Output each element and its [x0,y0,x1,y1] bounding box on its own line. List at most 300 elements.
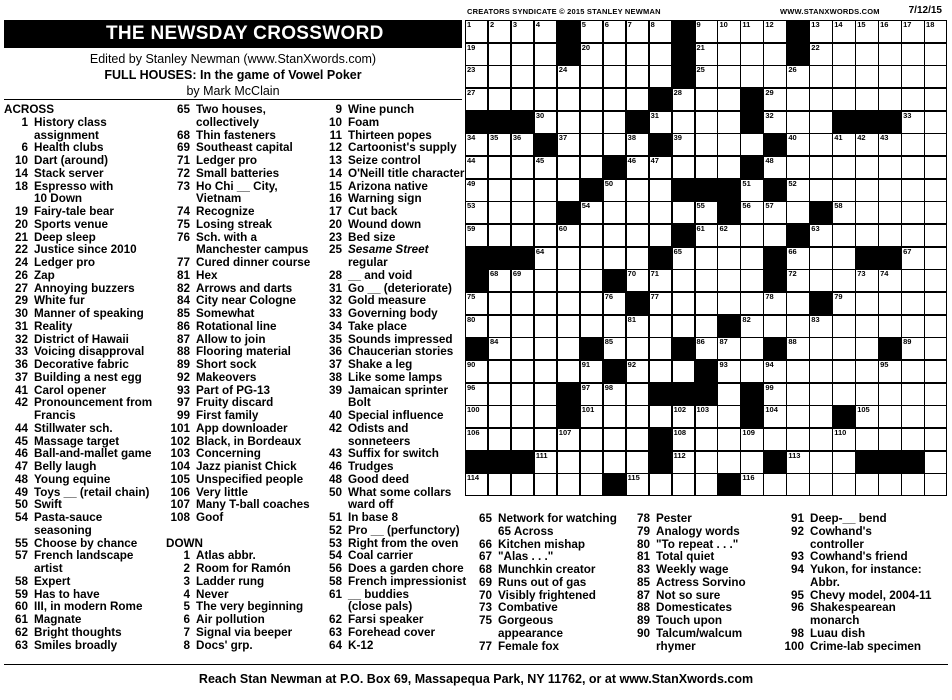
grid-cell[interactable] [534,20,557,43]
grid-cell[interactable] [465,383,488,406]
grid-cell[interactable] [695,337,718,360]
grid-cell[interactable] [786,133,809,156]
grid-cell[interactable] [626,179,649,202]
grid-cell[interactable] [786,405,809,428]
grid-cell[interactable] [717,88,740,111]
grid-cell[interactable] [580,111,603,134]
grid-cell[interactable] [878,360,901,383]
grid-cell[interactable] [580,43,603,66]
grid-cell[interactable] [717,269,740,292]
grid-cell[interactable] [740,292,763,315]
grid-cell[interactable] [832,156,855,179]
grid-cell[interactable] [557,451,580,474]
grid-cell[interactable] [763,111,786,134]
grid-cell[interactable] [626,156,649,179]
grid-cell[interactable] [649,360,672,383]
grid-cell[interactable] [580,201,603,224]
grid-cell[interactable] [672,201,695,224]
grid-cell[interactable] [534,360,557,383]
grid-cell[interactable] [924,133,947,156]
grid-cell[interactable] [672,156,695,179]
grid-cell[interactable] [740,451,763,474]
grid-cell[interactable] [603,428,626,451]
grid-cell[interactable] [695,133,718,156]
grid-cell[interactable] [901,337,924,360]
grid-cell[interactable] [557,337,580,360]
grid-cell[interactable] [763,428,786,451]
grid-cell[interactable] [855,201,878,224]
grid-cell[interactable] [695,111,718,134]
grid-cell[interactable] [626,383,649,406]
grid-cell[interactable] [465,224,488,247]
grid-cell[interactable] [649,269,672,292]
grid-cell[interactable] [557,179,580,202]
grid-cell[interactable] [580,20,603,43]
grid-cell[interactable] [855,88,878,111]
grid-cell[interactable] [924,179,947,202]
grid-cell[interactable] [557,88,580,111]
grid-cell[interactable] [465,292,488,315]
grid-cell[interactable] [603,451,626,474]
grid-cell[interactable] [809,65,832,88]
grid-cell[interactable] [878,315,901,338]
grid-cell[interactable] [832,179,855,202]
grid-cell[interactable] [649,292,672,315]
grid-cell[interactable] [855,224,878,247]
grid-cell[interactable] [786,428,809,451]
grid-cell[interactable] [557,269,580,292]
grid-cell[interactable] [717,360,740,383]
grid-cell[interactable] [488,360,511,383]
grid-cell[interactable] [488,179,511,202]
grid-cell[interactable] [878,428,901,451]
grid-cell[interactable] [832,20,855,43]
grid-cell[interactable] [740,43,763,66]
grid-cell[interactable] [855,269,878,292]
grid-cell[interactable] [626,133,649,156]
grid-cell[interactable] [465,428,488,451]
grid-cell[interactable] [580,156,603,179]
grid-cell[interactable] [901,247,924,270]
grid-cell[interactable] [924,43,947,66]
grid-cell[interactable] [717,383,740,406]
grid-cell[interactable] [763,43,786,66]
grid-cell[interactable] [786,201,809,224]
grid-cell[interactable] [786,360,809,383]
grid-cell[interactable] [786,383,809,406]
grid-cell[interactable] [649,43,672,66]
grid-cell[interactable] [603,111,626,134]
grid-cell[interactable] [534,405,557,428]
grid-cell[interactable] [534,43,557,66]
grid-cell[interactable] [832,43,855,66]
grid-cell[interactable] [603,383,626,406]
grid-cell[interactable] [695,405,718,428]
grid-cell[interactable] [717,451,740,474]
grid-cell[interactable] [580,383,603,406]
grid-cell[interactable] [832,224,855,247]
grid-cell[interactable] [832,428,855,451]
grid-cell[interactable] [878,43,901,66]
grid-cell[interactable] [603,292,626,315]
grid-cell[interactable] [557,224,580,247]
grid-cell[interactable] [465,65,488,88]
grid-cell[interactable] [672,451,695,474]
grid-cell[interactable] [626,247,649,270]
grid-cell[interactable] [832,473,855,496]
grid-cell[interactable] [603,224,626,247]
grid-cell[interactable] [649,179,672,202]
grid-cell[interactable] [511,292,534,315]
grid-cell[interactable] [511,428,534,451]
grid-cell[interactable] [786,269,809,292]
grid-cell[interactable] [672,269,695,292]
grid-cell[interactable] [763,20,786,43]
grid-cell[interactable] [465,360,488,383]
grid-cell[interactable] [649,405,672,428]
grid-cell[interactable] [603,43,626,66]
grid-cell[interactable] [924,405,947,428]
grid-cell[interactable] [488,88,511,111]
grid-cell[interactable] [649,65,672,88]
grid-cell[interactable] [695,43,718,66]
grid-cell[interactable] [488,201,511,224]
grid-cell[interactable] [465,43,488,66]
grid-cell[interactable] [809,428,832,451]
grid-cell[interactable] [832,133,855,156]
grid-cell[interactable] [924,473,947,496]
grid-cell[interactable] [901,88,924,111]
grid-cell[interactable] [603,337,626,360]
grid-cell[interactable] [809,269,832,292]
grid-cell[interactable] [672,133,695,156]
grid-cell[interactable] [672,405,695,428]
grid-cell[interactable] [649,337,672,360]
grid-cell[interactable] [603,179,626,202]
grid-cell[interactable] [511,179,534,202]
grid-cell[interactable] [717,156,740,179]
grid-cell[interactable] [809,383,832,406]
grid-cell[interactable] [511,88,534,111]
grid-cell[interactable] [901,133,924,156]
grid-cell[interactable] [740,133,763,156]
grid-cell[interactable] [695,224,718,247]
grid-cell[interactable] [763,224,786,247]
grid-cell[interactable] [465,405,488,428]
grid-cell[interactable] [832,88,855,111]
grid-cell[interactable] [809,247,832,270]
grid-cell[interactable] [786,451,809,474]
grid-cell[interactable] [855,383,878,406]
grid-cell[interactable] [832,337,855,360]
grid-cell[interactable] [534,111,557,134]
grid-cell[interactable] [740,65,763,88]
grid-cell[interactable] [740,201,763,224]
grid-cell[interactable] [717,428,740,451]
grid-cell[interactable] [878,201,901,224]
grid-cell[interactable] [603,405,626,428]
grid-cell[interactable] [786,337,809,360]
grid-cell[interactable] [786,292,809,315]
grid-cell[interactable] [511,201,534,224]
grid-cell[interactable] [465,20,488,43]
grid-cell[interactable] [878,224,901,247]
grid-cell[interactable] [924,337,947,360]
grid-cell[interactable] [488,428,511,451]
grid-cell[interactable] [901,315,924,338]
grid-cell[interactable] [626,451,649,474]
grid-cell[interactable] [809,224,832,247]
grid-cell[interactable] [763,360,786,383]
grid-cell[interactable] [626,337,649,360]
grid-cell[interactable] [878,473,901,496]
grid-cell[interactable] [626,473,649,496]
grid-cell[interactable] [580,360,603,383]
grid-cell[interactable] [511,133,534,156]
grid-cell[interactable] [832,292,855,315]
grid-cell[interactable] [878,269,901,292]
grid-cell[interactable] [534,269,557,292]
grid-cell[interactable] [763,88,786,111]
grid-cell[interactable] [649,201,672,224]
grid-cell[interactable] [786,65,809,88]
grid-cell[interactable] [580,405,603,428]
grid-cell[interactable] [878,383,901,406]
grid-cell[interactable] [855,43,878,66]
grid-cell[interactable] [855,156,878,179]
grid-cell[interactable] [763,156,786,179]
grid-cell[interactable] [626,269,649,292]
grid-cell[interactable] [626,65,649,88]
grid-cell[interactable] [580,451,603,474]
grid-cell[interactable] [580,88,603,111]
grid-cell[interactable] [580,65,603,88]
grid-cell[interactable] [672,428,695,451]
grid-cell[interactable] [626,315,649,338]
grid-cell[interactable] [465,473,488,496]
grid-cell[interactable] [695,201,718,224]
grid-cell[interactable] [511,224,534,247]
grid-cell[interactable] [740,360,763,383]
grid-cell[interactable] [672,111,695,134]
grid-cell[interactable] [809,360,832,383]
grid-cell[interactable] [924,451,947,474]
grid-cell[interactable] [924,111,947,134]
grid-cell[interactable] [488,43,511,66]
grid-cell[interactable] [695,269,718,292]
grid-cell[interactable] [626,201,649,224]
grid-cell[interactable] [695,428,718,451]
grid-cell[interactable] [901,20,924,43]
grid-cell[interactable] [672,473,695,496]
grid-cell[interactable] [786,315,809,338]
grid-cell[interactable] [511,473,534,496]
grid-cell[interactable] [809,133,832,156]
grid-cell[interactable] [557,360,580,383]
grid-cell[interactable] [924,201,947,224]
grid-cell[interactable] [786,111,809,134]
grid-cell[interactable] [580,315,603,338]
grid-cell[interactable] [786,473,809,496]
grid-cell[interactable] [740,179,763,202]
grid-cell[interactable] [855,405,878,428]
crossword-grid[interactable] [465,20,947,496]
grid-cell[interactable] [534,337,557,360]
grid-cell[interactable] [901,156,924,179]
grid-cell[interactable] [740,473,763,496]
grid-cell[interactable] [809,315,832,338]
grid-cell[interactable] [465,179,488,202]
grid-cell[interactable] [809,179,832,202]
grid-cell[interactable] [465,133,488,156]
grid-cell[interactable] [488,269,511,292]
grid-cell[interactable] [855,20,878,43]
grid-cell[interactable] [717,292,740,315]
grid-cell[interactable] [557,315,580,338]
grid-cell[interactable] [740,337,763,360]
grid-cell[interactable] [511,156,534,179]
grid-cell[interactable] [603,133,626,156]
grid-cell[interactable] [488,65,511,88]
grid-cell[interactable] [786,88,809,111]
grid-cell[interactable] [649,111,672,134]
grid-cell[interactable] [878,156,901,179]
grid-cell[interactable] [488,224,511,247]
grid-cell[interactable] [878,292,901,315]
grid-cell[interactable] [901,428,924,451]
grid-cell[interactable] [809,451,832,474]
grid-cell[interactable] [901,43,924,66]
grid-cell[interactable] [488,156,511,179]
grid-cell[interactable] [557,133,580,156]
grid-cell[interactable] [878,405,901,428]
grid-cell[interactable] [763,65,786,88]
grid-cell[interactable] [488,337,511,360]
grid-cell[interactable] [672,247,695,270]
grid-cell[interactable] [534,451,557,474]
grid-cell[interactable] [534,383,557,406]
grid-cell[interactable] [695,473,718,496]
grid-cell[interactable] [809,405,832,428]
grid-cell[interactable] [855,360,878,383]
grid-cell[interactable] [740,269,763,292]
grid-cell[interactable] [649,20,672,43]
grid-cell[interactable] [603,88,626,111]
grid-cell[interactable] [855,292,878,315]
grid-cell[interactable] [878,179,901,202]
grid-cell[interactable] [786,156,809,179]
grid-cell[interactable] [809,88,832,111]
grid-cell[interactable] [580,224,603,247]
grid-cell[interactable] [695,20,718,43]
grid-cell[interactable] [832,247,855,270]
grid-cell[interactable] [740,315,763,338]
grid-cell[interactable] [832,360,855,383]
grid-cell[interactable] [695,315,718,338]
grid-cell[interactable] [603,201,626,224]
grid-cell[interactable] [557,247,580,270]
grid-cell[interactable] [832,201,855,224]
grid-cell[interactable] [695,292,718,315]
grid-cell[interactable] [511,269,534,292]
grid-cell[interactable] [534,428,557,451]
grid-cell[interactable] [924,383,947,406]
grid-cell[interactable] [649,156,672,179]
grid-cell[interactable] [580,292,603,315]
grid-cell[interactable] [603,65,626,88]
grid-cell[interactable] [740,247,763,270]
grid-cell[interactable] [488,20,511,43]
grid-cell[interactable] [672,88,695,111]
grid-cell[interactable] [901,473,924,496]
grid-cell[interactable] [488,292,511,315]
grid-cell[interactable] [465,201,488,224]
grid-cell[interactable] [901,224,924,247]
grid-cell[interactable] [626,224,649,247]
grid-cell[interactable] [855,65,878,88]
grid-cell[interactable] [488,133,511,156]
grid-cell[interactable] [695,156,718,179]
grid-cell[interactable] [672,292,695,315]
grid-cell[interactable] [855,337,878,360]
grid-cell[interactable] [580,473,603,496]
grid-cell[interactable] [649,473,672,496]
grid-cell[interactable] [534,224,557,247]
grid-cell[interactable] [534,247,557,270]
grid-cell[interactable] [717,111,740,134]
grid-cell[interactable] [603,20,626,43]
grid-cell[interactable] [832,65,855,88]
grid-cell[interactable] [557,473,580,496]
grid-cell[interactable] [901,360,924,383]
grid-cell[interactable] [855,315,878,338]
grid-cell[interactable] [855,179,878,202]
grid-cell[interactable] [511,383,534,406]
grid-cell[interactable] [924,65,947,88]
grid-cell[interactable] [557,292,580,315]
grid-cell[interactable] [511,337,534,360]
grid-cell[interactable] [695,65,718,88]
grid-cell[interactable] [809,43,832,66]
grid-cell[interactable] [717,65,740,88]
grid-cell[interactable] [511,20,534,43]
grid-cell[interactable] [924,428,947,451]
grid-cell[interactable] [924,269,947,292]
grid-cell[interactable] [534,88,557,111]
grid-cell[interactable] [534,179,557,202]
grid-cell[interactable] [488,315,511,338]
grid-cell[interactable] [809,156,832,179]
grid-cell[interactable] [626,360,649,383]
grid-cell[interactable] [924,292,947,315]
grid-cell[interactable] [924,247,947,270]
grid-cell[interactable] [695,88,718,111]
grid-cell[interactable] [855,473,878,496]
grid-cell[interactable] [465,156,488,179]
grid-cell[interactable] [763,405,786,428]
grid-cell[interactable] [717,43,740,66]
grid-cell[interactable] [580,133,603,156]
grid-cell[interactable] [924,88,947,111]
grid-cell[interactable] [649,315,672,338]
grid-cell[interactable] [488,473,511,496]
grid-cell[interactable] [832,269,855,292]
grid-cell[interactable] [465,315,488,338]
grid-cell[interactable] [901,201,924,224]
grid-cell[interactable] [534,65,557,88]
grid-cell[interactable] [557,111,580,134]
grid-cell[interactable] [717,405,740,428]
